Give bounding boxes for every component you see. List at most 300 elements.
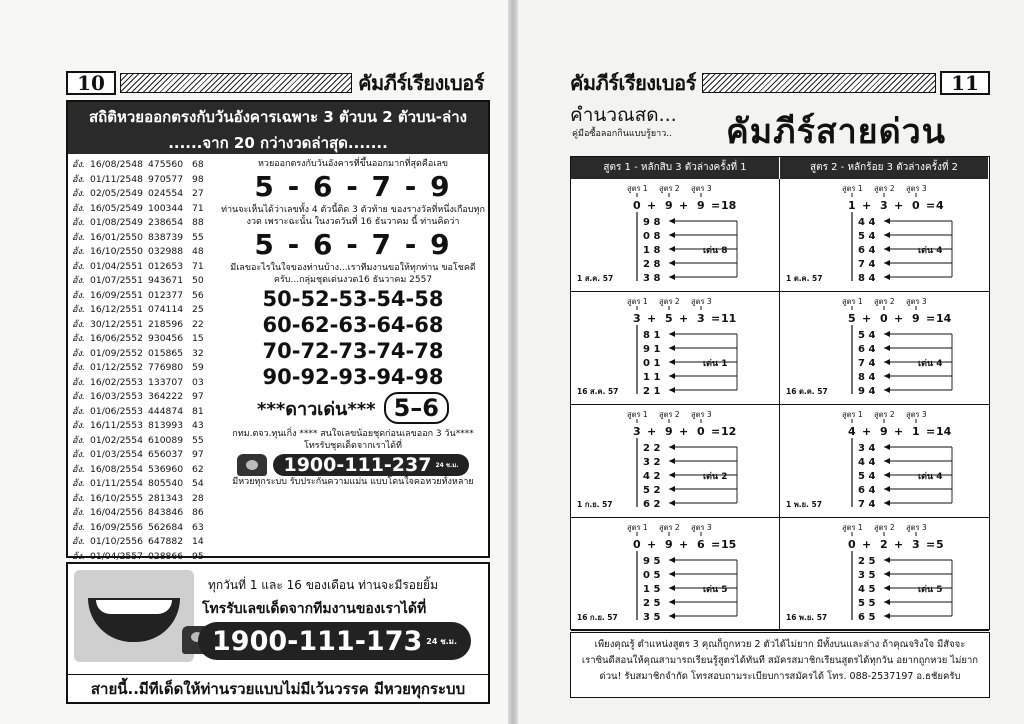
draw-bottom2: 27 bbox=[192, 188, 204, 199]
draw-top3: 536960 bbox=[148, 463, 184, 475]
draw-day: อัง. bbox=[72, 507, 85, 518]
draw-row bbox=[72, 419, 214, 434]
draw-row bbox=[72, 347, 214, 362]
arrow-head-icon bbox=[669, 599, 675, 605]
arrow-head-icon bbox=[669, 260, 675, 266]
derived-number: 4 4 bbox=[858, 457, 876, 468]
draw-top3: 843846 bbox=[148, 507, 184, 518]
arrow-head-icon bbox=[669, 486, 675, 492]
formula-sum: 12 bbox=[721, 425, 737, 438]
derived-number: 1 1 bbox=[643, 372, 661, 383]
draw-date: 02/05/2549 bbox=[90, 188, 143, 199]
draw-date: 16/05/2549 bbox=[90, 202, 143, 214]
draw-day: อัง. bbox=[72, 536, 85, 547]
note-6: มีหวยทุกระบบ รับประกันความแม่น แบบโดนใจคอหวยทั้งหลาย bbox=[232, 477, 474, 487]
rule-label: สูตร 1 bbox=[842, 523, 863, 532]
derived-number: 1 5 bbox=[643, 584, 661, 595]
derived-number: 9 8 bbox=[643, 217, 661, 228]
formula-b: 9 bbox=[665, 425, 673, 438]
arrow-head-icon bbox=[669, 345, 675, 351]
draw-date: 1 ก.ย. 57 bbox=[577, 500, 613, 509]
number-set-1: 50-52-53-54-58 bbox=[262, 287, 444, 311]
arrow-head-icon bbox=[884, 232, 890, 238]
title-big: คัมภีร์สายด่วน bbox=[726, 112, 947, 152]
draw-row bbox=[72, 521, 214, 536]
arrow-head-icon bbox=[669, 246, 675, 252]
formula-b: 3 bbox=[880, 199, 888, 212]
draw-bottom2: 88 bbox=[192, 217, 204, 228]
derived-number: 3 4 bbox=[858, 443, 876, 454]
arrow-head-icon bbox=[669, 472, 675, 478]
equals-sign: = bbox=[926, 425, 936, 438]
formula-a: 0 bbox=[633, 538, 641, 551]
draw-date: 16/04/2556 bbox=[90, 507, 143, 518]
formula-a: 0 bbox=[848, 538, 856, 551]
draw-top3: 281343 bbox=[148, 492, 184, 504]
draw-row bbox=[72, 434, 214, 449]
analysis-column bbox=[218, 158, 488, 488]
draw-row bbox=[72, 376, 214, 391]
derived-number: 5 5 bbox=[858, 598, 876, 609]
formula-a: 4 bbox=[848, 425, 856, 438]
derived-number: 0 8 bbox=[643, 231, 661, 242]
rule-label: สูตร 3 bbox=[906, 410, 927, 419]
arrow-head-icon bbox=[884, 387, 890, 393]
draw-row bbox=[72, 303, 214, 318]
rule-label: สูตร 2 bbox=[659, 523, 680, 532]
arrow-head-icon bbox=[884, 246, 890, 252]
draw-day: อัง. bbox=[72, 463, 85, 475]
stats-banner bbox=[68, 102, 488, 154]
formula-cell bbox=[780, 292, 989, 405]
equals-sign: = bbox=[926, 199, 936, 212]
draw-top3: 838739 bbox=[148, 231, 184, 243]
plus-sign: + bbox=[647, 199, 657, 212]
draw-date: 16/09/2556 bbox=[90, 521, 143, 533]
draw-date: 16 ก.ย. 57 bbox=[577, 613, 618, 622]
rule-label: สูตร 2 bbox=[874, 523, 895, 532]
draw-bottom2: 97 bbox=[192, 391, 204, 402]
footer-box bbox=[570, 632, 990, 698]
draw-row bbox=[72, 216, 214, 231]
draw-day: อัง. bbox=[72, 521, 85, 533]
plus-sign: + bbox=[647, 312, 657, 325]
draw-day: อัง. bbox=[72, 434, 85, 446]
right-header bbox=[570, 70, 990, 96]
arrow-head-icon bbox=[669, 359, 675, 365]
arrow-head-icon bbox=[669, 274, 675, 280]
rule-label: สูตร 2 bbox=[874, 297, 895, 306]
draw-row bbox=[72, 390, 214, 405]
derived-number: 9 1 bbox=[643, 344, 661, 355]
ad-line-2: โทรรับเลขเด็ดจากทีมงานของเราได้ที่ bbox=[202, 601, 427, 617]
formula-cell bbox=[571, 518, 780, 631]
draw-date: 30/12/2551 bbox=[90, 318, 143, 330]
grid-header bbox=[571, 157, 989, 179]
note-4: กทม.ตจว.ทุนเกิ่ง **** สนใจเลขน้อยชุดก่อนเลขออก 3 วัน**** bbox=[232, 429, 474, 439]
draw-bottom2: 68 bbox=[192, 159, 204, 170]
draw-row bbox=[72, 535, 214, 550]
derived-number: 2 1 bbox=[643, 386, 661, 397]
arrow-head-icon bbox=[884, 571, 890, 577]
rule-label: สูตร 3 bbox=[906, 523, 927, 532]
equals-sign: = bbox=[926, 538, 936, 551]
arrow-head-icon bbox=[669, 331, 675, 337]
derived-number: 8 4 bbox=[858, 273, 876, 284]
arrow-head-icon bbox=[884, 599, 890, 605]
draw-date: 01/03/2554 bbox=[90, 449, 143, 460]
arrow-head-icon bbox=[669, 571, 675, 577]
formula-b: 9 bbox=[880, 425, 888, 438]
note-2: ท่านจะเห็นได้ว่าเลขทั้ง 4 ตัวนี้ติด 3 ตัวท้าย ของรางวัลที่หนึ่งเกือบทุกงวด เพราะฉะนั้น ในงวดวันที่ 16 ธันวาคม นี้ ท่านคิดว่า bbox=[221, 205, 485, 227]
plus-sign: + bbox=[894, 425, 904, 438]
formula-a: 5 bbox=[848, 312, 856, 325]
phone-number-1: 1900-111-237 bbox=[283, 454, 432, 476]
phone-number-2: 1900-111-173 bbox=[212, 625, 423, 657]
draw-top3: 562684 bbox=[148, 521, 184, 533]
draw-bottom2: 63 bbox=[192, 521, 204, 533]
draw-row bbox=[72, 448, 214, 463]
formula-b: 9 bbox=[665, 199, 673, 212]
draw-day: อัง. bbox=[72, 246, 85, 257]
plus-sign: + bbox=[862, 199, 872, 212]
equals-sign: = bbox=[711, 312, 721, 325]
star-value: 5–6 bbox=[384, 392, 449, 424]
note-5: โทรรับชุดเด็ดจากเราได้ที่ bbox=[304, 441, 402, 451]
plus-sign: + bbox=[647, 425, 657, 438]
formula-cells bbox=[571, 179, 989, 631]
derived-number: 4 5 bbox=[858, 584, 876, 595]
draw-date: 01/04/2557 bbox=[90, 550, 143, 562]
draw-day: อัง. bbox=[72, 304, 85, 315]
arrow-head-icon bbox=[884, 218, 890, 224]
draw-top3: 024554 bbox=[148, 188, 184, 199]
derived-number: 6 4 bbox=[858, 485, 876, 496]
draw-bottom2: 43 bbox=[192, 420, 204, 431]
stats-box bbox=[66, 100, 490, 562]
smile-image bbox=[74, 570, 194, 662]
draw-date: 16/10/2550 bbox=[90, 246, 143, 257]
derived-number: 2 5 bbox=[858, 556, 876, 567]
rule-label: สูตร 1 bbox=[842, 410, 863, 419]
draw-row bbox=[72, 158, 214, 173]
page-number-left: 10 bbox=[66, 71, 116, 95]
plus-sign: + bbox=[647, 538, 657, 551]
draw-top3: 012653 bbox=[148, 260, 184, 272]
equals-sign: = bbox=[711, 425, 721, 438]
subtitle: คู่มือซื้อลอกกินแบบรู้ยาว.. bbox=[572, 129, 673, 139]
draw-row bbox=[72, 274, 214, 289]
arrow-head-icon bbox=[884, 585, 890, 591]
draw-day: อัง. bbox=[72, 492, 85, 504]
draw-date: 01/12/2552 bbox=[90, 362, 143, 373]
hours-badge-2: 24 ช.ม. bbox=[426, 636, 457, 646]
ad-bottom-line: สายนี้..มีทีเด็ดให้ท่านรวยแบบไม่มีเว้นวรรค มีหวยทุกระบบ bbox=[68, 674, 488, 702]
draw-day: อัง. bbox=[72, 159, 85, 170]
draw-top3: 970577 bbox=[148, 173, 184, 185]
number-set-3: 70-72-73-74-78 bbox=[262, 339, 444, 363]
arrow-head-icon bbox=[884, 359, 890, 365]
rule-label: สูตร 3 bbox=[691, 410, 712, 419]
derived-number: 3 5 bbox=[643, 612, 661, 623]
draw-date: 01/06/2553 bbox=[90, 405, 143, 417]
arrow-head-icon bbox=[884, 260, 890, 266]
draw-bottom2: 98 bbox=[192, 173, 204, 185]
draw-bottom2: 15 bbox=[192, 333, 204, 344]
hot-digit: เด่น 4 bbox=[918, 246, 943, 256]
rule-label: สูตร 1 bbox=[842, 297, 863, 306]
brand-logo: คัมภีร์เรียงเบอร์ bbox=[358, 71, 484, 95]
derived-number: 8 1 bbox=[643, 330, 661, 341]
formula-a: 1 bbox=[848, 199, 856, 212]
plus-sign: + bbox=[679, 425, 689, 438]
derived-number: 3 2 bbox=[643, 457, 661, 468]
draw-row bbox=[72, 318, 214, 333]
left-header bbox=[66, 70, 490, 96]
derived-number: 3 8 bbox=[643, 273, 661, 284]
draw-date: 16/11/2553 bbox=[90, 420, 143, 431]
derived-number: 1 8 bbox=[643, 245, 661, 256]
arrow-head-icon bbox=[669, 387, 675, 393]
formula-c: 9 bbox=[912, 312, 920, 325]
draw-top3: 647882 bbox=[148, 536, 184, 547]
plus-sign: + bbox=[894, 538, 904, 551]
ad-line-1: ทุกวันที่ 1 และ 16 ของเดือน ท่านจะมีรอยยิ้ม bbox=[208, 578, 438, 592]
draw-day: อัง. bbox=[72, 188, 85, 199]
hot-digits-1: 5 - 6 - 7 - 9 bbox=[254, 170, 452, 203]
formula-cell bbox=[571, 179, 780, 292]
draw-row bbox=[72, 187, 214, 202]
draw-day: อัง. bbox=[72, 405, 85, 417]
formula-sum: 4 bbox=[936, 199, 944, 212]
draw-row bbox=[72, 361, 214, 376]
derived-number: 7 4 bbox=[858, 259, 876, 270]
draw-top3: 930456 bbox=[148, 333, 184, 344]
plus-sign: + bbox=[862, 538, 872, 551]
arrow-head-icon bbox=[884, 444, 890, 450]
draw-bottom2: 62 bbox=[192, 463, 204, 475]
formula-c: 0 bbox=[697, 425, 705, 438]
rule-label: สูตร 3 bbox=[906, 184, 927, 193]
draw-date: 16 ส.ค. 57 bbox=[577, 387, 619, 396]
hot-digit: เด่น 2 bbox=[703, 472, 728, 482]
arrow-head-icon bbox=[884, 274, 890, 280]
formula-sum: 18 bbox=[721, 199, 737, 212]
derived-number: 6 2 bbox=[643, 499, 661, 510]
formula-cell bbox=[780, 518, 989, 631]
derived-number: 5 4 bbox=[858, 471, 876, 482]
rule-label: สูตร 2 bbox=[874, 184, 895, 193]
draw-date: 1 ต.ค. 57 bbox=[786, 274, 823, 283]
draw-row bbox=[72, 477, 214, 492]
arrow-head-icon bbox=[884, 557, 890, 563]
arrow-head-icon bbox=[884, 458, 890, 464]
draw-row bbox=[72, 245, 214, 260]
draw-top3: 028866 bbox=[148, 550, 184, 562]
rule-label: สูตร 1 bbox=[627, 184, 648, 193]
arrow-head-icon bbox=[884, 373, 890, 379]
draw-day: อัง. bbox=[72, 478, 85, 489]
draw-bottom2: 95 bbox=[192, 550, 204, 562]
derived-number: 5 4 bbox=[858, 231, 876, 242]
rule-label: สูตร 3 bbox=[691, 184, 712, 193]
formula-cell bbox=[780, 179, 989, 292]
arrow-head-icon bbox=[669, 585, 675, 591]
draw-day: อัง. bbox=[72, 420, 85, 431]
draw-day: อัง. bbox=[72, 260, 85, 272]
derived-number: 3 5 bbox=[858, 570, 876, 581]
arrow-head-icon bbox=[669, 557, 675, 563]
draw-top3: 776980 bbox=[148, 362, 184, 373]
note-1: หวยออกตรงกับวันอังคารที่ขึ้นออกมากที่สุดคือเลข bbox=[257, 159, 449, 169]
arrow-head-icon bbox=[669, 500, 675, 506]
arrow-head-icon bbox=[884, 331, 890, 337]
draw-top3: 032988 bbox=[148, 246, 184, 257]
hot-digit: เด่น 5 bbox=[918, 585, 943, 595]
draw-date: 01/02/2554 bbox=[90, 434, 143, 446]
draw-top3: 610089 bbox=[148, 434, 184, 446]
draw-top3: 238654 bbox=[148, 217, 184, 228]
derived-number: 6 4 bbox=[858, 245, 876, 256]
derived-number: 4 4 bbox=[858, 217, 876, 228]
header-hatch-right bbox=[702, 73, 936, 93]
draw-bottom2: 25 bbox=[192, 304, 204, 315]
number-set-2: 60-62-63-64-68 bbox=[262, 313, 444, 337]
derived-number: 5 4 bbox=[858, 330, 876, 341]
arrow-head-icon bbox=[669, 373, 675, 379]
draw-bottom2: 81 bbox=[192, 405, 204, 417]
formula-b: 9 bbox=[665, 538, 673, 551]
formula-b: 2 bbox=[880, 538, 888, 551]
draw-top3: 015865 bbox=[148, 347, 184, 359]
draw-row bbox=[72, 332, 214, 347]
title-small: คำนวณสด... bbox=[570, 104, 677, 126]
formula-c: 9 bbox=[697, 199, 705, 212]
draw-bottom2: 32 bbox=[192, 347, 204, 359]
draw-date: 16/03/2553 bbox=[90, 391, 143, 402]
col-header-1: สูตร 1 - หลักสิบ 3 ตัวล่างครั้งที่ 1 bbox=[571, 157, 780, 179]
formula-c: 6 bbox=[697, 538, 705, 551]
plus-sign: + bbox=[862, 312, 872, 325]
draw-day: อัง. bbox=[72, 391, 85, 402]
footer-line-3: ด่วน! รับสมาชิกจำกัด โทรสอบถามระเบียบการสมัครได้ โทร. 088-2537197 อ.ธชัยครับ bbox=[599, 671, 961, 682]
formula-sum: 14 bbox=[936, 312, 952, 325]
draw-date: 01/07/2551 bbox=[90, 275, 143, 286]
ad-box bbox=[66, 562, 490, 704]
formula-grid bbox=[570, 156, 990, 630]
hotline-1[interactable] bbox=[218, 454, 488, 476]
draw-row bbox=[72, 260, 214, 275]
plus-sign: + bbox=[862, 425, 872, 438]
formula-cell bbox=[571, 292, 780, 405]
draw-date: 16/02/2553 bbox=[90, 376, 143, 388]
formula-c: 3 bbox=[912, 538, 920, 551]
arrow-head-icon bbox=[884, 486, 890, 492]
draw-date: 16/08/2548 bbox=[90, 159, 143, 170]
draw-top3: 813993 bbox=[148, 420, 184, 431]
rule-label: สูตร 2 bbox=[659, 184, 680, 193]
draw-bottom2: 55 bbox=[192, 434, 204, 446]
hot-digit: เด่น 8 bbox=[703, 246, 728, 256]
hotline-2-number[interactable] bbox=[198, 622, 471, 660]
draw-day: อัง. bbox=[72, 318, 85, 330]
rule-label: สูตร 2 bbox=[659, 410, 680, 419]
draw-date: 01/09/2552 bbox=[90, 347, 143, 359]
banner-line-1: สถิติหวยออกตรงกับวันอังคารเฉพาะ 3 ตัวบน 2 ตัวบน-ล่าง bbox=[89, 108, 467, 126]
derived-number: 0 5 bbox=[643, 570, 661, 581]
derived-number: 6 4 bbox=[858, 344, 876, 355]
draw-date: 01/04/2551 bbox=[90, 260, 143, 272]
draw-bottom2: 54 bbox=[192, 478, 204, 489]
rule-label: สูตร 1 bbox=[627, 297, 648, 306]
draw-date: 16 พ.ย. 57 bbox=[786, 613, 828, 622]
draw-bottom2: 28 bbox=[192, 492, 204, 504]
arrow-head-icon bbox=[884, 472, 890, 478]
formula-sum: 15 bbox=[721, 538, 737, 551]
formula-sum: 14 bbox=[936, 425, 952, 438]
equals-sign: = bbox=[711, 199, 721, 212]
draw-top3: 012377 bbox=[148, 289, 184, 301]
draw-day: อัง. bbox=[72, 449, 85, 460]
equals-sign: = bbox=[926, 312, 936, 325]
draw-bottom2: 03 bbox=[192, 376, 204, 388]
formula-b: 5 bbox=[665, 312, 673, 325]
rule-label: สูตร 1 bbox=[627, 410, 648, 419]
arrow-head-icon bbox=[669, 232, 675, 238]
draw-row bbox=[72, 173, 214, 188]
draw-top3: 444874 bbox=[148, 405, 184, 417]
arrow-head-icon bbox=[669, 613, 675, 619]
plus-sign: + bbox=[679, 538, 689, 551]
hot-digit: เด่น 1 bbox=[703, 359, 728, 369]
draw-top3: 364222 bbox=[148, 391, 184, 402]
draw-date: 16/10/2555 bbox=[90, 492, 143, 504]
draw-row bbox=[72, 492, 214, 507]
derived-number: 2 5 bbox=[643, 598, 661, 609]
draw-row bbox=[72, 463, 214, 478]
draw-bottom2: 48 bbox=[192, 246, 204, 257]
hours-badge-1: 24 ช.ม. bbox=[435, 461, 459, 469]
footer-line-2: เราซินดีสอนให้คุณสามารถเรียนรู้สูตรได้ทันที สมัครสมาชิกเรียนสูตรได้ทุกวัน อยากถูกหวย ไม่ยาก bbox=[581, 655, 979, 666]
equals-sign: = bbox=[711, 538, 721, 551]
draw-bottom2: 71 bbox=[192, 202, 204, 214]
rule-label: สูตร 3 bbox=[691, 297, 712, 306]
draw-date: 01/11/2554 bbox=[90, 478, 143, 489]
draw-day: อัง. bbox=[72, 173, 85, 185]
draw-day: อัง. bbox=[72, 362, 85, 373]
draw-row bbox=[72, 405, 214, 420]
draw-bottom2: 97 bbox=[192, 449, 204, 460]
hotline-1-number[interactable] bbox=[273, 454, 468, 476]
draw-day: อัง. bbox=[72, 333, 85, 344]
draw-row bbox=[72, 202, 214, 217]
draw-row bbox=[72, 231, 214, 246]
draw-day: อัง. bbox=[72, 231, 85, 243]
formula-a: 0 bbox=[633, 199, 641, 212]
formula-a: 3 bbox=[633, 425, 641, 438]
draw-top3: 218596 bbox=[148, 318, 184, 330]
formula-sum: 11 bbox=[721, 312, 737, 325]
derived-number: 2 2 bbox=[643, 443, 661, 454]
draw-bottom2: 71 bbox=[192, 260, 204, 272]
rule-label: สูตร 2 bbox=[659, 297, 680, 306]
derived-number: 8 4 bbox=[858, 372, 876, 383]
col-header-2: สูตร 2 - หลักร้อย 3 ตัวล่างครั้งที่ 2 bbox=[780, 157, 989, 179]
arrow-head-icon bbox=[669, 458, 675, 464]
banner-line-2: ......จาก 20 กว่างวดล่าสุด....... bbox=[168, 134, 388, 152]
derived-number: 6 5 bbox=[858, 612, 876, 623]
arrow-head-icon bbox=[669, 444, 675, 450]
